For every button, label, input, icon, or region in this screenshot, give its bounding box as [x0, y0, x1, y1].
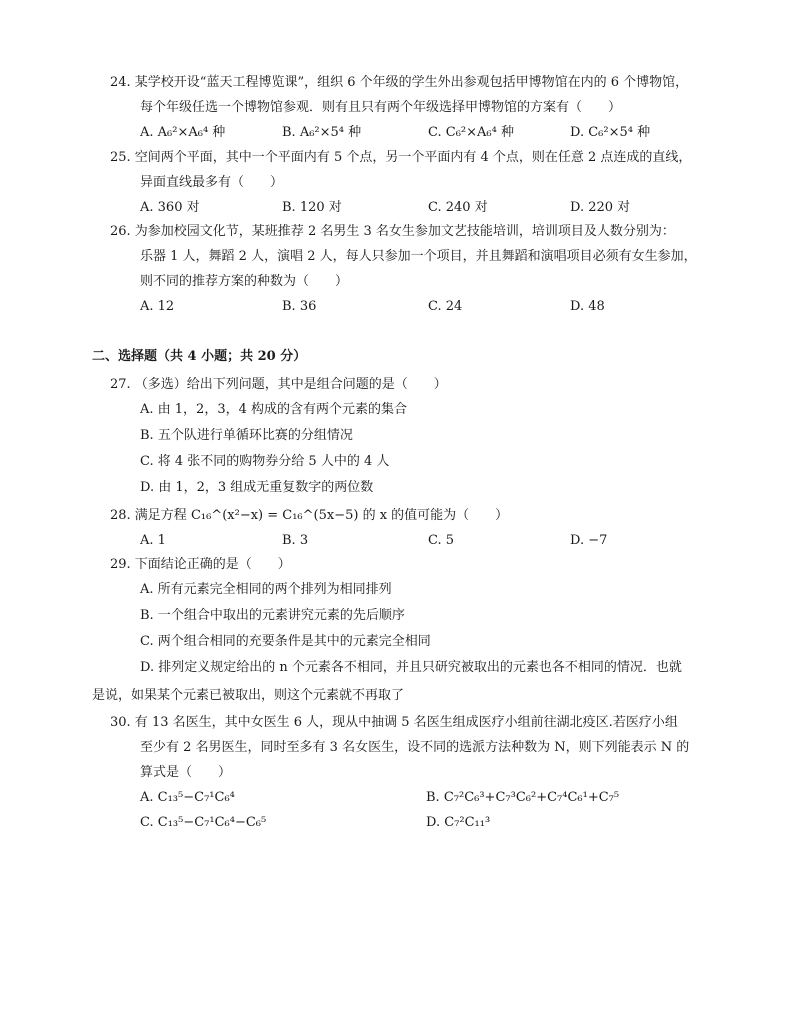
- option-b[interactable]: B. C₇²C₆³+C₇³C₆²+C₇⁴C₆¹+C₇⁵: [426, 790, 620, 805]
- question-24-stem-line2: 每个年级任选一个博物馆参观．则有且只有两个年级选择甲博物馆的方案有（ ）: [140, 100, 622, 115]
- question-30-stem-line3: 算式是（ ）: [140, 765, 232, 780]
- section-heading: 二、选择题（共 4 小题；共 20 分）: [92, 349, 307, 364]
- question-30-stem-line1: 30. 有 13 名医生，其中女医生 6 人，现从中抽调 5 名医生组成医疗小组前往湖北疫区.若医疗小组: [110, 715, 678, 730]
- option-a[interactable]: A. 由 1，2，3，4 构成的含有两个元素的集合: [140, 402, 408, 417]
- option-c[interactable]: C. C₆²×A₆⁴ 种: [428, 125, 514, 140]
- option-c[interactable]: C. 将 4 张不同的购物券分给 5 人中的 4 人: [140, 454, 390, 469]
- option-a[interactable]: A. 360 对: [140, 200, 200, 215]
- question-27: [110, 372, 720, 501]
- question-28: [110, 503, 720, 553]
- option-c[interactable]: C. 5: [428, 533, 455, 548]
- question-26-stem-line2: 乐器 1 人，舞蹈 2 人，演唱 2 人，每人只参加一个项目，并且舞蹈和演唱项目必须有女生参加，: [140, 249, 697, 264]
- option-b[interactable]: B. 3: [282, 533, 309, 548]
- question-30-options-row2: [110, 810, 720, 835]
- question-25: [110, 145, 720, 220]
- option-d[interactable]: D. C₆²×5⁴ 种: [570, 125, 651, 140]
- question-26-stem-line1: 26. 为参加校园文化节，某班推荐 2 名男生 3 名女生参加文艺技能培训，培训项目及人数分别为：: [110, 224, 675, 239]
- question-29: [110, 552, 720, 681]
- option-b[interactable]: B. 120 对: [282, 200, 342, 215]
- option-d[interactable]: D. 排列定义规定给出的 n 个元素各不相同，并且只研究被取出的元素也各不相同的情况．也就: [140, 660, 682, 675]
- question-28-stem: 28. 满足方程 C₁₆^(x²−x) = C₁₆^(5x−5) 的 x 的值可能为（ ）: [110, 508, 509, 523]
- option-a[interactable]: A. 1: [140, 533, 166, 548]
- option-a[interactable]: A. 所有元素完全相同的两个排列为相同排列: [140, 582, 392, 597]
- option-c[interactable]: C. 两个组合相同的充要条件是其中的元素完全相同: [140, 634, 431, 649]
- option-d[interactable]: D. 由 1，2，3 组成无重复数字的两位数: [140, 480, 374, 495]
- option-d[interactable]: D. C₇²C₁₁³: [426, 815, 491, 830]
- question-24: [110, 70, 720, 145]
- option-b[interactable]: B. 五个队进行单循环比赛的分组情况: [140, 428, 353, 443]
- question-25-stem-line1: 25. 空间两个平面，其中一个平面内有 5 个点，另一个平面内有 4 个点，则在任意 2 点连成的直线，: [110, 150, 692, 165]
- option-d[interactable]: D. 220 对: [570, 200, 631, 215]
- option-c[interactable]: C. 24: [428, 299, 463, 314]
- question-30: [110, 710, 720, 835]
- question-28-options: [110, 528, 720, 553]
- question-30-options-row1: [110, 785, 720, 810]
- option-c[interactable]: C. C₁₃⁵−C₇¹C₆⁴−C₆⁵: [140, 815, 267, 830]
- option-a[interactable]: A. 12: [140, 299, 175, 314]
- question-26-options: [110, 294, 720, 319]
- option-b[interactable]: B. A₆²×5⁴ 种: [282, 125, 362, 140]
- option-b[interactable]: B. 36: [282, 299, 317, 314]
- question-30-stem-line2: 至少有 2 名男医生，同时至多有 3 名女医生，设不同的选派方法种数为 N，则下列能表示 N 的: [140, 740, 690, 755]
- question-26-stem-line3: 则不同的推荐方案的种数为（ ）: [140, 274, 349, 289]
- question-24-stem-line1: 24. 某学校开设“蓝天工程博览课”，组织 6 个年级的学生外出参观包括甲博物馆在内的 6 个博物馆，: [110, 75, 689, 90]
- option-b[interactable]: B. 一个组合中取出的元素讲究元素的先后顺序: [140, 608, 405, 623]
- question-24-options: [110, 120, 720, 145]
- option-d[interactable]: D. 48: [570, 299, 605, 314]
- option-a[interactable]: A. A₆²×A₆⁴ 种: [140, 125, 226, 140]
- question-25-options: [110, 195, 720, 220]
- question-29-stem: 29. 下面结论正确的是（ ）: [110, 557, 291, 572]
- question-27-stem: 27. （多选）给出下列问题，其中是组合问题的是（ ）: [110, 377, 447, 392]
- question-29-option-d-continuation: 是说，如果某个元素已被取出，则这个元素就不再取了: [92, 688, 405, 703]
- question-26: [110, 219, 720, 319]
- option-a[interactable]: A. C₁₃⁵−C₇¹C₆⁴: [140, 790, 235, 805]
- question-25-stem-line2: 异面直线最多有（ ）: [140, 175, 284, 190]
- option-d[interactable]: D. −7: [570, 533, 608, 548]
- option-c[interactable]: C. 240 对: [428, 200, 488, 215]
